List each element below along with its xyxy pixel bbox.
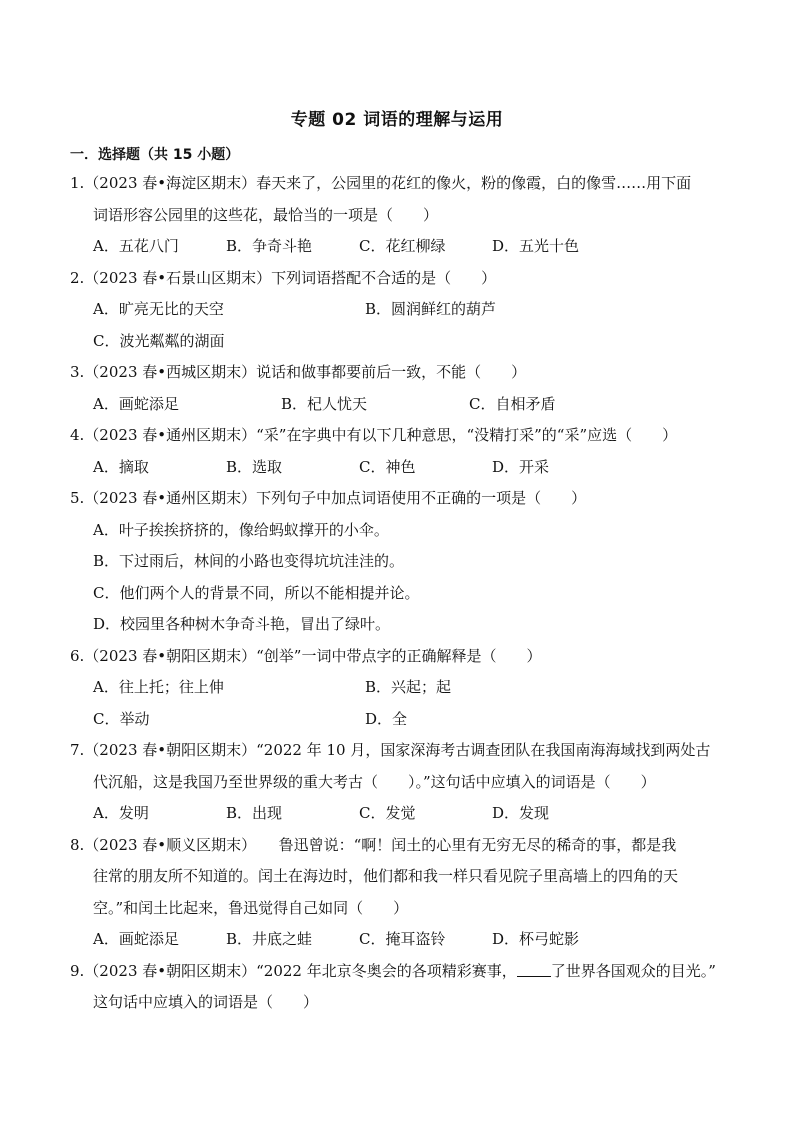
option-row <box>70 389 730 421</box>
option-d: D．杯弓蛇影 <box>492 930 580 948</box>
option-b: B．出现 <box>226 804 283 822</box>
question-line: 8.（2023 春•顺义区期末） 鲁迅曾说：“啊！闰土的心里有无穷无尽的稀奇的事，都是我 <box>70 835 677 854</box>
option-c: C．波光粼粼的湖面 <box>93 331 225 350</box>
question-4 <box>70 420 730 483</box>
question-line: 7.（2023 春•朝阳区期末）“2022 年 10 月，国家深海考古调查团队在我国南海海域找到两处古 <box>70 741 711 759</box>
question-9 <box>70 956 730 1019</box>
option-c: C．发觉 <box>359 804 416 822</box>
question-7 <box>70 735 730 830</box>
question-3 <box>70 357 730 420</box>
option-b: B．争奇斗艳 <box>226 237 313 255</box>
option-row <box>70 452 730 484</box>
question-line: 这句话中应填入的词语是（ ） <box>93 993 319 1011</box>
option-a: A．画蛇添足 <box>93 930 179 948</box>
question-line: 6.（2023 春•朝阳区期末）“创举”一词中带点字的正确解释是（ ） <box>70 646 542 665</box>
option-row <box>70 672 730 704</box>
option-b: B．兴起；起 <box>365 678 452 696</box>
question-2 <box>70 263 730 358</box>
option-b: B．下过雨后，林间的小路也变得坑坑洼洼的。 <box>93 552 405 570</box>
question-line: 往常的朋友所不知道的。闰土在海边时，他们都和我一样只看见院子里高墙上的四角的天 <box>93 867 679 885</box>
option-b: B．圆润鲜红的葫芦 <box>365 300 497 318</box>
option-c: C．举动 <box>93 709 150 728</box>
question-line <box>70 956 730 988</box>
option-a: A．摘取 <box>93 457 149 476</box>
option-a: A．发明 <box>93 804 149 822</box>
option-a: A．叶子挨挨挤挤的，像给蚂蚁撑开的小伞。 <box>93 520 389 539</box>
option-d: D．开采 <box>492 457 550 476</box>
option-b: B．井底之蛙 <box>226 930 313 948</box>
question-text: 了世界各国观众的目光。” <box>550 961 716 980</box>
option-row <box>70 704 730 736</box>
option-row <box>70 798 730 830</box>
question-line: 代沉船，这是我国乃至世界级的重大考古（ ）。”这句话中应填入的词语是（ ） <box>93 772 656 791</box>
option-a: A．五花八门 <box>93 237 179 255</box>
option-a: A．画蛇添足 <box>93 394 179 413</box>
option-row <box>70 326 730 358</box>
question-line: 空。”和闰土比起来，鲁迅觉得自己如同（ ） <box>93 898 409 917</box>
question-line: 1.（2023 春•海淀区期末）春天来了，公园里的花红的像火，粉的像霞，白的像雪……用下面 <box>70 174 692 192</box>
question-list <box>70 168 730 1019</box>
question-8 <box>70 830 730 956</box>
option-c: C．自相矛盾 <box>469 394 556 413</box>
option-a: A．旷亮无比的天空 <box>93 300 224 318</box>
section-title: 一．选择题（共 15 小题） <box>70 147 240 163</box>
question-line: 3.（2023 春•西城区期末）说话和做事都要前后一致，不能（ ） <box>70 363 527 381</box>
page-title: 专题 02 词语的理解与运用 <box>290 110 504 130</box>
option-d: D．五光十色 <box>492 237 580 255</box>
question-line: 5.（2023 春•通州区期末）下列句子中加点词语使用不正确的一项是（ ） <box>70 489 587 507</box>
option-d: D．发现 <box>492 804 550 822</box>
option-row <box>70 231 730 263</box>
option-b: B．选取 <box>226 457 283 476</box>
question-line: 2.（2023 春•石景山区期末）下列词语搭配不合适的是（ ） <box>70 268 497 287</box>
question-text: 9.（2023 春•朝阳区期末）“2022 年北京冬奥会的各项精彩赛事， <box>70 961 517 980</box>
option-d: D．全 <box>365 709 408 728</box>
option-row <box>70 924 730 956</box>
option-b: B．杞人忧天 <box>281 394 368 413</box>
question-line: 词语形容公园里的这些花，最恰当的一项是（ ） <box>93 205 439 224</box>
question-line: 4.（2023 春•通州区期末）“采”在字典中有以下几种意思，“没精打采”的“采”应选（ ） <box>70 426 678 444</box>
option-c: C．他们两个人的背景不同，所以不能相提并论。 <box>93 583 420 602</box>
option-row <box>70 294 730 326</box>
question-5 <box>70 483 730 641</box>
option-c: C．掩耳盗铃 <box>359 930 446 948</box>
option-a: A．往上托；往上伸 <box>93 678 224 696</box>
fill-blank <box>517 960 551 977</box>
question-6 <box>70 641 730 736</box>
option-d: D．校园里各种树木争奇斗艳，冒出了绿叶。 <box>93 615 391 633</box>
option-c: C．花红柳绿 <box>359 237 446 255</box>
question-1 <box>70 168 730 263</box>
option-c: C．神色 <box>359 457 416 476</box>
